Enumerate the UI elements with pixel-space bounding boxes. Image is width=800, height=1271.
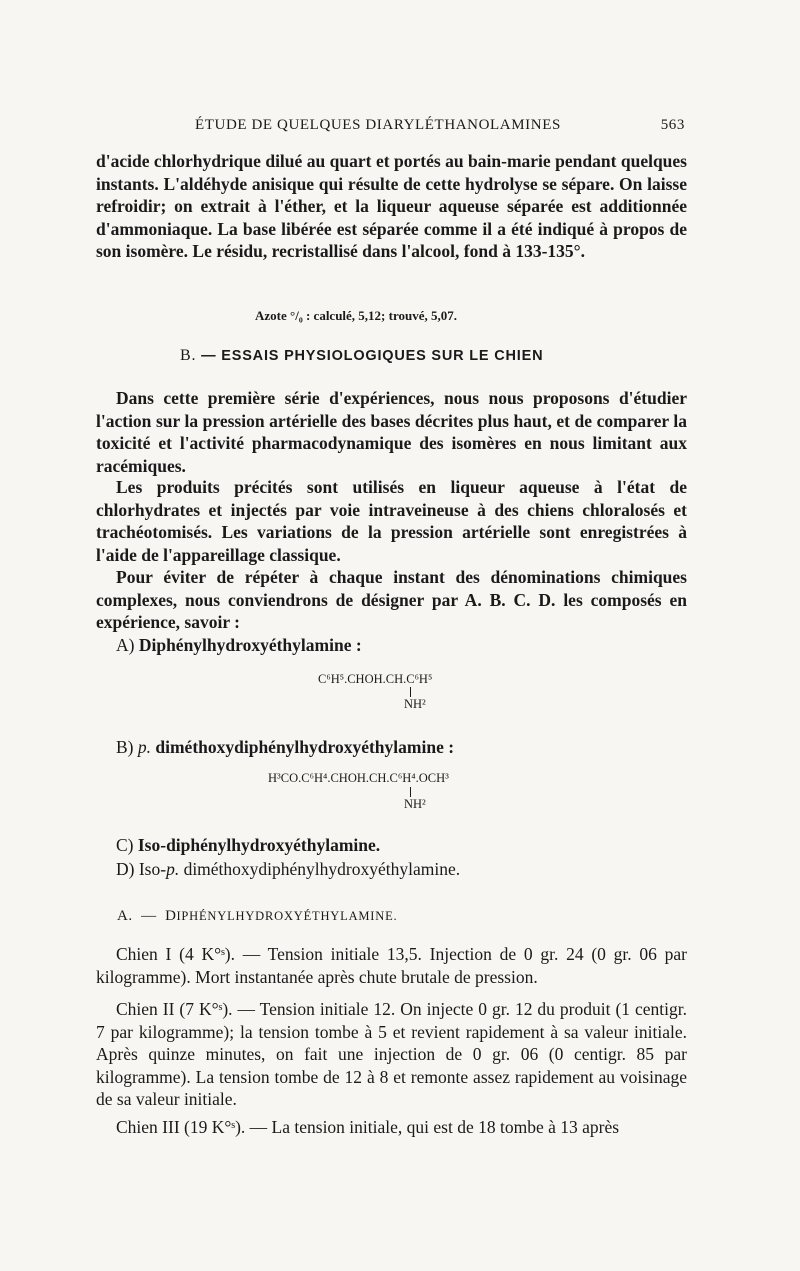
paragraph-methods: Les produits précités sont utilisés en liqueur aqueuse à l'état de chlorhydrates et injectés par voie intraveineuse à des chiens chloralosés et trachéotomisés. Les variations de la pression artérielle sont enregistrées à l'aide de l'appareillage classique. bbox=[96, 477, 687, 565]
compound-c-label: C) bbox=[116, 835, 134, 855]
compound-a-label: A) bbox=[116, 635, 135, 655]
paragraph-intro: Dans cette première série d'expériences, nous nous proposons d'étudier l'action sur la pression artérielle des bases décrites plus haut, et de comparer la toxicité et l'activité pharmacodynamique des isomères en nous limitant aux racémiques. bbox=[96, 388, 687, 476]
chien-3-paragraph: Chien III (19 K°ˢ). — La tension initiale, qui est de 18 tombe à 13 après bbox=[116, 1117, 620, 1137]
compound-d-label: D) bbox=[116, 859, 135, 879]
compound-c-name: Iso-diphénylhydroxyéthylamine. bbox=[137, 835, 381, 855]
subsection-a-dash: — bbox=[141, 908, 157, 924]
compound-d-prefix: Iso- bbox=[138, 859, 167, 879]
compound-d-prefix-italic: p. bbox=[166, 859, 180, 879]
subsection-a-first: D bbox=[165, 908, 177, 924]
compound-b-formula: H³CO.C⁶H⁴.CHOH.CH.C⁶H⁴.OCH³ bbox=[268, 771, 449, 785]
compound-b bbox=[96, 736, 687, 759]
compound-d-name: diméthoxydiphénylhydroxyéthylamine. bbox=[183, 859, 461, 879]
paragraph-hydrolysis: d'acide chlorhydrique dilué au quart et portés au bain-marie pendant quelques instants. L'aldéhyde anisique qui résulte de cette hydrolyse se sépare. On laisse refroidir; on extrait à l'éther, et la liqueur aqueuse séparée est additionnée d'ammoniaque. La base libérée est séparée comme il a été indiqué à propos de son isomère. Le résidu, recristallisé dans l'alcool, fond à 133-135°. bbox=[96, 151, 687, 261]
compound-a-name: Diphénylhydroxyéthylamine : bbox=[138, 635, 362, 655]
compound-b-amine: NH² bbox=[404, 797, 426, 811]
running-title: ÉTUDE DE QUELQUES DIARYLÉTHANOLAMINES bbox=[195, 117, 561, 133]
chien-1-paragraph: Chien I (4 K°ˢ). — Tension initiale 13,5. Injection de 0 gr. 24 (0 gr. 06 par kilogramme). Mort instantanée après chute brutale de pression. bbox=[96, 944, 687, 987]
compound-c bbox=[96, 834, 687, 857]
compound-a-amine: NH² bbox=[404, 697, 426, 711]
chien-2-paragraph: Chien II (7 K°ˢ). — Tension initiale 12. On injecte 0 gr. 12 du produit (1 centigr. 7 par kilogramme); la tension tombe à 5 et revient rapidement à sa valeur initiale. Après quinze minutes, on fait une injection de 0 gr. 06 (0 centigr. 85 par kilogramme). La tension tombe de 12 à 8 et remonte assez rapidement au voisinage de sa valeur initiale. bbox=[96, 999, 687, 1109]
subsection-a-heading bbox=[117, 908, 397, 925]
page-number: 563 bbox=[660, 117, 685, 133]
azote-line: Azote °/₀ : calculé, 5,12; trouvé, 5,07. bbox=[255, 308, 458, 323]
compound-d bbox=[96, 858, 687, 881]
section-b-letter: B. bbox=[180, 347, 197, 364]
subsection-a-letter: A. bbox=[117, 908, 133, 924]
compound-b-name: diméthoxydiphénylhydroxyéthylamine : bbox=[155, 737, 455, 757]
section-b-title: — ESSAIS PHYSIOLOGIQUES SUR LE CHIEN bbox=[201, 348, 544, 364]
compound-a-formula: C⁶H⁵.CHOH.CH.C⁶H⁵ bbox=[318, 672, 433, 686]
section-b-heading bbox=[180, 347, 543, 365]
compound-a-bond bbox=[410, 687, 411, 697]
compound-a bbox=[96, 634, 687, 657]
compound-b-label: B) bbox=[116, 737, 134, 757]
compound-b-bond bbox=[410, 787, 411, 797]
subsection-a-rest: IPHÉNYLHYDROXYÉTHYLAMINE. bbox=[176, 909, 398, 923]
compound-b-prefix: p. bbox=[137, 737, 151, 757]
paragraph-notation: Pour éviter de répéter à chaque instant des dénominations chimiques complexes, nous conviendrons de désigner par A. B. C. D. les composés en expérience, savoir : bbox=[96, 567, 687, 632]
